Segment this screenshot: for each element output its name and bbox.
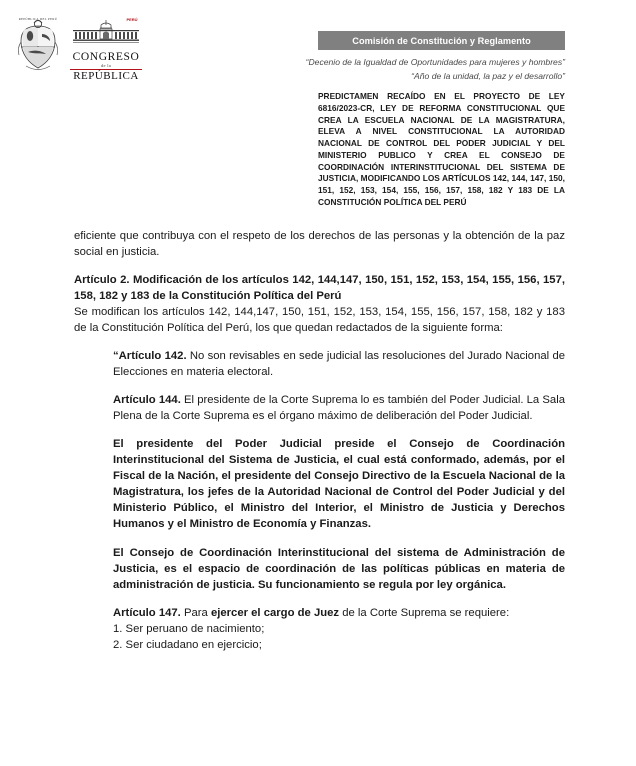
list-item: 2. Ser ciudadano en ejercicio; [113, 638, 262, 651]
articulo2-heading: Artículo 2. Modificación de los artículos 142, 144,147, 150, 151, 152, 153, 154, 155, 156, 157, 158, 182 y 183 de la Constitución Política del Perú [74, 274, 565, 303]
consejo-coordinacion-paragraph: El presidente del Poder Judicial preside el Consejo de Coordinación Interinstitucional del Sistema de Justicia, el cual está conformado, además, por el Fiscal de la Nación, el presidente del Consejo Directivo de la Escuela Nacional de la Magistratura, los jefes de la Autoridad Nacional de Control del Poder Judicial y del Ministerio Público, el Ministro del Interior, el Ministro de Justicia y Derechos Humanos y el Ministro de Economía y Finanzas. [113, 438, 565, 531]
congress-logo [14, 16, 142, 83]
list-item: 1. Ser peruano de nacimiento; [113, 622, 265, 635]
de-la-label: de la [100, 62, 112, 68]
republica-label: REPÚBLICA [73, 70, 139, 83]
articulo-144-text: El presidente de la Corte Suprema lo es también del Poder Judicial. La Sala Plena de la Corte Suprema es el órgano máximo de deliberación del Poder Judicial. [113, 394, 565, 423]
articulo-147-bold-phrase: ejercer el cargo de Juez [210, 606, 340, 619]
commission-banner: Comisión de Constitución y Reglamento [318, 31, 565, 50]
slogans-block [240, 55, 565, 83]
articulo-147-text-a: Para [180, 606, 211, 619]
articulo-147-text-b: de la Corte Suprema se requiere: [339, 606, 510, 619]
articulo-144-label: Artículo 144. [113, 394, 181, 407]
congreso-wordmark [70, 16, 142, 83]
articulo-144-paragraph [113, 392, 565, 424]
coat-of-arms-icon [14, 16, 62, 76]
articulo-147-paragraph [113, 605, 565, 621]
articulo-142-text: No son revisables en sede judicial las resoluciones del Jurado Nacional de Elecciones en materia electoral. [113, 350, 566, 379]
slogan-decenio: “Decenio de la Igualdad de Oportunidades para mujeres y hombres” [305, 57, 565, 67]
legislative-palace-icon [70, 16, 142, 50]
svg-text:REPÚBLICA DEL PERÚ: REPÚBLICA DEL PERÚ [18, 17, 58, 22]
intro-paragraph: eficiente que contribuya con el respeto de los derechos de las personas y la obtención de la paz social en justicia. [74, 230, 565, 259]
articulo2-body: Se modifican los artículos 142, 144,147, 150, 151, 152, 153, 154, 155, 156, 157, 158, 182 y 183 de la Constitución Política del Perú, los que quedan redactados de la siguiente forma: [74, 306, 565, 335]
articulo-142-paragraph [113, 348, 565, 380]
slogan-anio: “Año de la unidad, la paz y el desarrollo” [411, 71, 565, 82]
coordinacion-interinstitucional-paragraph: El Consejo de Coordinación Interinstitucional del sistema de Administración de Justicia, es el espacio de coordinación de las políticas públicas en materia de administración de justicia. Su funcionamiento se regula por ley orgánica. [113, 546, 565, 591]
document-body [0, 228, 636, 653]
articulo-147-label: Artículo 147. [113, 606, 181, 619]
requisitos-list [113, 621, 565, 653]
document-title: PREDICTAMEN RECAÍDO EN EL PROYECTO DE LEY 6816/2023-CR, LEY DE REFORMA CONSTITUCIONAL QUE CREA LA ESCUELA NACIONAL DE LA MAGISTRATURA, ELEVA A NIVEL CONSTITUCIONAL LA AUTORIDAD NACIONAL DE CONTROL DEL PODER JUDICIAL Y DEL MINISTERIO PUBLICO Y CREA EL CONSEJO DE COORDINACIÓN INTERINSTITUCIONAL DEL SISTEMA DE JUSTICIA, MODIFICANDO LOS ARTÍCULOS 142, 144, 147, 150, 151, 152, 153, 154, 155, 156, 157, 158, 182 Y 183 DE LA CONSTITUCIÓN POLÍTICA DEL PERÚ [318, 91, 565, 208]
articulo-142-label: “Artículo 142. [113, 350, 187, 363]
congreso-label: CONGRESO [72, 51, 140, 63]
document-header [0, 0, 636, 228]
svg-text:PERÚ: PERÚ [126, 17, 138, 22]
